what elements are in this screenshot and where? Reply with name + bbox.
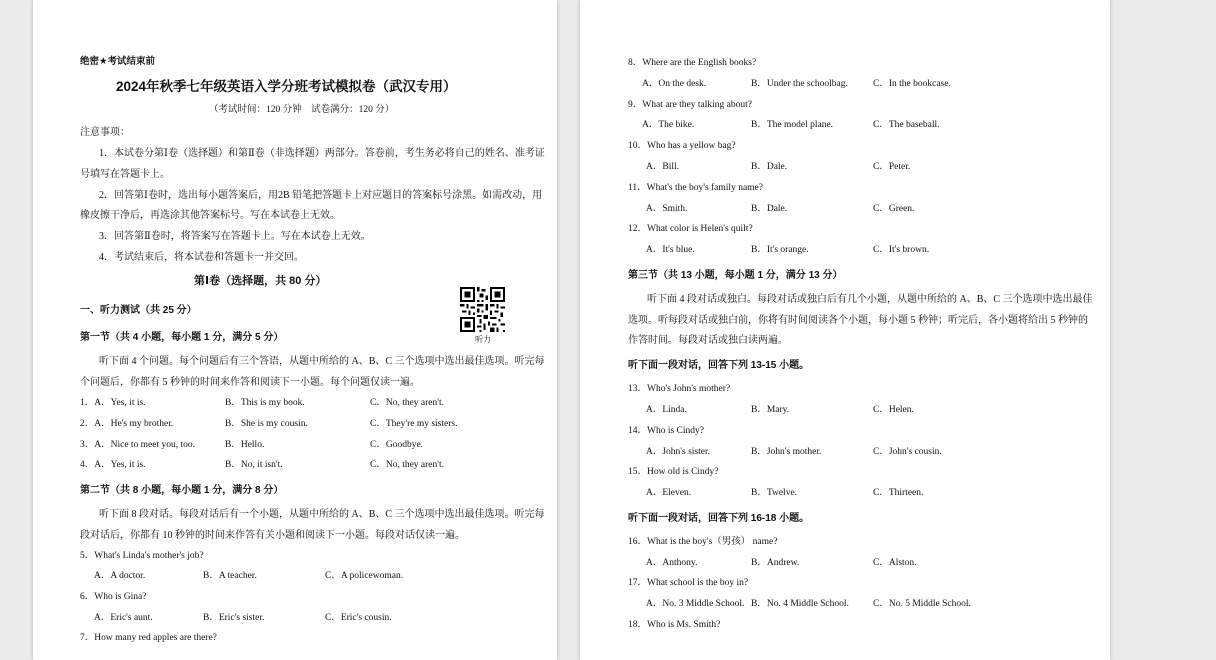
question-10: 10．Who has a yellow bag? <box>628 141 736 151</box>
question-6-option-c: C．Eric's cousin. <box>325 613 392 623</box>
question-group-heading: 听下面一段对话，回答下列 13-15 小题。 <box>628 360 810 371</box>
question-9-option-a: A．The bike. <box>642 120 695 130</box>
instruction-line: 段对话后，你都有 10 秒钟的时间来作答有关小题和阅读下一小题。每段对话仅读一遍。 <box>80 530 465 541</box>
exam-subtitle: （考试时间：120 分钟 试卷满分：120 分） <box>209 105 395 115</box>
question-12-option-b: B．It's orange. <box>751 245 809 255</box>
question-14-option-b: B．John's mother. <box>751 447 822 457</box>
question-16-option-a: A．Anthony. <box>646 558 698 568</box>
question-15: 15．How old is Cindy? <box>628 467 719 477</box>
notice-heading: 注意事项： <box>80 127 130 138</box>
question-12-option-c: C．It's brown. <box>873 245 930 255</box>
question-12: 12．What color is Helen's quilt? <box>628 224 753 234</box>
question-3-option-a: 3．A．Nice to meet you, too. <box>80 440 196 450</box>
question-15-option-c: C．Thirteen. <box>873 488 924 498</box>
section-title: 一、听力测试（共 25 分） <box>80 305 197 316</box>
question-7: 7．How many red apples are there? <box>80 633 217 643</box>
instruction-line: 作答时间。每段对话或独白读两遍。 <box>628 335 788 346</box>
question-2-option-b: B．She is my cousin. <box>225 419 308 429</box>
instruction-line: 个问题后，你都有 5 秒钟的时间来作答和阅读下一小题。每个问题仅读一遍。 <box>80 377 420 388</box>
notice-line: 1．本试卷分第Ⅰ卷（选择题）和第Ⅱ卷（非选择题）两部分。答卷前，考生务必将自己的姓名、准考证 <box>99 148 545 159</box>
question-14-option-a: A．John's sister. <box>646 447 710 457</box>
question-10-option-a: A．Bill. <box>646 162 679 172</box>
instruction-line: 听下面 8 段对话。每段对话后有一个小题，从题中所给的 A、B、C 三个选项中选出最佳选项。听完每 <box>99 509 545 520</box>
question-16: 16．What is the boy's（男孩） name? <box>628 537 778 547</box>
instruction-line: 听下面 4 段对话或独白。每段对话或独白后有几个小题，从题中所给的 A、B、C 三个选项中选出最佳 <box>647 294 1093 305</box>
question-4-option-c: C．No, they aren't. <box>370 460 445 470</box>
question-2-option-a: 2．A．He's my brother. <box>80 419 174 429</box>
question-17-option-c: C．No. 5 Middle School. <box>873 599 971 609</box>
question-6: 6．Who is Gina? <box>80 592 147 602</box>
instruction-line: 听下面 4 个问题。每个问题后有三个答语，从题中所给的 A、B、C 三个选项中选出最佳选项。听完每 <box>99 356 545 367</box>
notice-line: 4．考试结束后，将本试卷和答题卡一并交回。 <box>99 252 304 263</box>
question-16-option-b: B．Andrew. <box>751 558 800 568</box>
question-9-option-c: C．The baseball. <box>873 120 940 130</box>
question-15-option-b: B．Twelve. <box>751 488 798 498</box>
question-18: 18．Who is Ms. Smith? <box>628 620 721 630</box>
question-13: 13．Who's John's mother? <box>628 384 731 394</box>
confidential-mark: 绝密★考试结束前 <box>80 56 156 67</box>
question-5-option-b: B．A teacher. <box>203 571 257 581</box>
question-3-option-c: C．Goodbye. <box>370 440 424 450</box>
document-page-left <box>33 0 557 660</box>
question-13-option-b: B．Mary. <box>751 405 790 415</box>
notice-line: 号填写在答题卡上。 <box>80 169 170 180</box>
qr-code[interactable] <box>460 287 505 332</box>
question-13-option-a: A．Linda. <box>646 405 687 415</box>
question-11: 11．What's the boy's family name? <box>628 183 763 193</box>
subsection-title: 第一节（共 4 小题，每小题 1 分，满分 5 分） <box>80 332 284 343</box>
question-16-option-c: C．Alston. <box>873 558 917 568</box>
page-title: 2024年秋季七年级英语入学分班考试模拟卷（武汉专用） <box>116 79 457 94</box>
question-5-option-a: A．A doctor. <box>94 571 146 581</box>
qr-caption: 听力 <box>475 335 491 344</box>
notice-line: 2．回答第Ⅰ卷时，选出每小题答案后，用2B 铅笔把答题卡上对应题目的答案标号涂黑。如需改动，用 <box>99 190 543 201</box>
subsection-title: 第三节（共 13 小题，每小题 1 分，满分 13 分） <box>628 270 843 281</box>
notice-line: 橡皮擦干净后，再选涂其他答案标号。写在本试卷上无效。 <box>80 210 340 221</box>
question-group-heading: 听下面一段对话，回答下列 16-18 小题。 <box>628 513 810 524</box>
document-page-right <box>580 0 1110 660</box>
question-11-option-b: B．Dale. <box>751 204 788 214</box>
question-12-option-a: A．It's blue. <box>646 245 695 255</box>
question-1-option-a: 1．A．Yes, it is. <box>80 398 146 408</box>
part-title: 第Ⅰ卷（选择题，共 80 分） <box>194 275 327 287</box>
question-1-option-c: C．No, they aren't. <box>370 398 445 408</box>
question-1-option-b: B．This is my book. <box>225 398 305 408</box>
question-15-option-a: A．Eleven. <box>646 488 692 498</box>
question-11-option-c: C．Green. <box>873 204 915 214</box>
question-17-option-b: B．No. 4 Middle School. <box>751 599 849 609</box>
question-3-option-b: B．Hello. <box>225 440 265 450</box>
question-13-option-c: C．Helen. <box>873 405 914 415</box>
question-4-option-b: B．No, it isn't. <box>225 460 283 470</box>
question-8-option-b: B．Under the schoolbag. <box>751 79 848 89</box>
question-9-option-b: B．The model plane. <box>751 120 834 130</box>
question-9: 9．What are they talking about? <box>628 100 752 110</box>
question-5-option-c: C．A policewoman. <box>325 571 404 581</box>
instruction-line: 选项。听每段对话或独白前，你将有时间阅读各个小题，每小题 5 秒钟；听完后，各小题将给出 5 秒钟的 <box>628 315 1088 326</box>
question-2-option-c: C．They're my sisters. <box>370 419 458 429</box>
question-11-option-a: A．Smith. <box>646 204 688 214</box>
question-14: 14．Who is Cindy? <box>628 426 704 436</box>
question-10-option-b: B．Dale. <box>751 162 788 172</box>
question-17-option-a: A．No. 3 Middle School. <box>646 599 745 609</box>
question-4-option-a: 4．A．Yes, it is. <box>80 460 146 470</box>
question-17: 17．What school is the boy in? <box>628 578 749 588</box>
question-5: 5．What's Linda's mother's job? <box>80 551 204 561</box>
question-8: 8．Where are the English books? <box>628 58 757 68</box>
question-8-option-a: A．On the desk. <box>642 79 707 89</box>
question-8-option-c: C．In the bookcase. <box>873 79 951 89</box>
question-6-option-b: B．Eric's sister. <box>203 613 265 623</box>
question-14-option-c: C．John's cousin. <box>873 447 942 457</box>
question-10-option-c: C．Peter. <box>873 162 911 172</box>
question-6-option-a: A．Eric's aunt. <box>94 613 153 623</box>
notice-line: 3．回答第Ⅱ卷时，将答案写在答题卡上。写在本试卷上无效。 <box>99 231 371 242</box>
subsection-title: 第二节（共 8 小题，每小题 1 分，满分 8 分） <box>80 485 284 496</box>
